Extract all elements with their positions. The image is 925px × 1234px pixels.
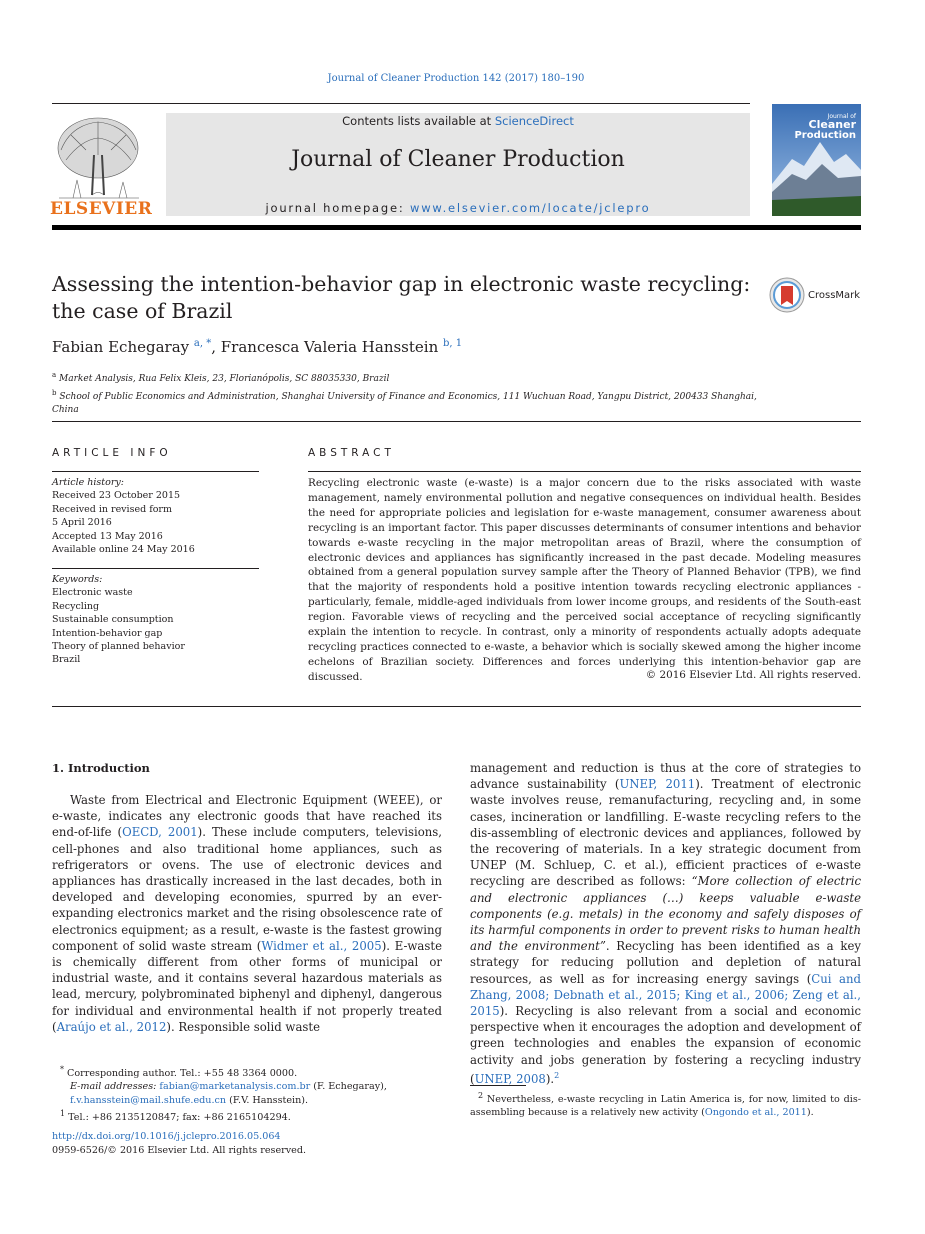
header-thick-rule [52, 225, 861, 230]
author-2: , Francesca Valeria Hansstein [211, 338, 444, 356]
keyword-item: Brazil [52, 654, 81, 666]
citation-link[interactable]: Araújo et al., 2012 [56, 1019, 167, 1034]
abstract-copyright: © 2016 Elsevier Ltd. All rights reserved. [645, 669, 861, 681]
text-run: Waste from Electrical and Electronic Equipment (WEEE), or e-waste, indicates any electronic goods that have reached its end-of-life ( [52, 793, 442, 840]
homepage-prefix: journal homepage: [265, 201, 411, 215]
sciencedirect-link[interactable]: ScienceDirect [494, 114, 574, 128]
text-run: ). Treatment of electronic waste involves reuse, remanufacturing, recycling and, in some cases, incineration or landfilling. E-waste recycling refers to the dis-assembling of electronic devices and appliances, followed by the recovering of materials. In a key strategic document from UNEP (M. Schluep, C. et al.), efficient practices of e-waste recycling are described as follows: [470, 777, 862, 889]
keyword-item: Theory of planned behavior [52, 641, 185, 653]
homepage-line [166, 201, 750, 215]
text-run: ). Recycling is also relevant from a social and economic perspective when it encourages the adoption and development of green technologies and enables the expansion of economic activity and jobs generation by fostering a recycling industry ( [470, 1004, 861, 1086]
email-label: E-mail addresses: [70, 1081, 160, 1093]
citation-link[interactable]: Cui and Zhang, 2008; Debnath et al., 2015; King et al., 2006; Zeng et al., 2015 [470, 971, 861, 1019]
cover-line2: Cleaner [808, 118, 856, 131]
keywords [52, 573, 185, 667]
citation-link[interactable]: UNEP, 2011 [619, 777, 696, 792]
journal-cover-image[interactable] [772, 104, 861, 216]
email-link-2[interactable]: f.v.hansstein@mail.shufe.edu.cn [70, 1094, 227, 1106]
body-column-left [52, 792, 442, 1035]
keywords-label: Keywords: [52, 574, 103, 585]
keyword-item: Recycling [52, 600, 100, 612]
article-info-heading: ARTICLE INFO [52, 447, 172, 459]
abstract-bottom-rule [52, 706, 861, 707]
keywords-rule [52, 568, 259, 569]
citation-link[interactable]: UNEP, 2008 [474, 1071, 546, 1086]
history-item: 5 April 2016 [52, 517, 112, 529]
doi-link[interactable]: http://dx.doi.org/10.1016/j.jclepro.2016.05.064 [52, 1131, 281, 1142]
footnote-text: Corresponding author. Tel.: +55 48 3364 0000. [64, 1068, 298, 1080]
body-column-right [470, 760, 861, 1087]
author-2-marks[interactable]: b, 1 [443, 338, 463, 349]
section-heading-introduction: 1. Introduction [52, 761, 150, 775]
email-owner: (F.V. Hansstein). [226, 1094, 309, 1106]
title-line-1: Assessing the intention-behavior gap in electronic waste recycling: [52, 272, 751, 296]
affiliation-b [52, 387, 772, 418]
affiliation-b-text: School of Public Economics and Administration, Shanghai University of Finance and Economics, 111 Wuchuan Road, Yangpu District, 200433 Shanghai, China [52, 391, 757, 415]
header-rule [52, 103, 750, 104]
contents-prefix: Contents lists available at [342, 114, 495, 128]
history-item: Available online 24 May 2016 [52, 544, 195, 556]
affiliation-rule [52, 421, 861, 422]
affiliation-a-text: Market Analysis, Rua Felix Kleis, 23, Florianópolis, SC 88035330, Brazil [56, 374, 390, 384]
email-link-1[interactable]: fabian@marketanalysis.com.br [159, 1081, 311, 1093]
footnote-mark: 2 [478, 1091, 484, 1100]
crossmark-icon[interactable] [769, 277, 805, 313]
history-item: Received in revised form [52, 503, 172, 515]
text-run: ). E-waste is chemically different from other forms of municipal or industrial waste, and it contains several hazardous materials as lead, mercury, polybrominated biphenyl and diphenyl, dangerous for individual and environmental health if not properly treated ( [52, 938, 442, 1034]
text-run: ). These include computers, televisions, cell-phones and also traditional home appliances, such as refrigerators or ovens. The use of electronic devices and appliances has drastically increased in the last decades, both in developed and developing economies, spurred by an ever-expanding electronics market and the rising obsolescence rate of electronics equipment; as a result, e-waste is the fastest growing component of solid waste stream ( [52, 825, 442, 953]
text-run: . Recycling has been identified as a key strategy for reducing pollution and depletion of natural resources, as well as for increasing energy savings ( [470, 939, 862, 986]
footnote-telephone [52, 1107, 444, 1124]
title-line-2: the case of Brazil [52, 299, 233, 323]
journal-reference[interactable]: Journal of Cleaner Production 142 (2017) 180–190 [327, 73, 585, 84]
citation-link[interactable]: Ongondo et al., 2011 [704, 1107, 807, 1119]
abstract-rule [308, 471, 861, 472]
article-history [52, 476, 195, 556]
footnote-emails [52, 1080, 444, 1107]
abstract-text: Recycling electronic waste (e-waste) is a major concern due to the risks associated with waste management, namely environmental pollution and negative consequences on individual health. Besides the need for appropriate policies and legislation for e-waste management, consumer awareness about recycling is an important factor. This paper discusses determinants of consumer intentions and behavior towards e-waste recycling in the major metropolitan areas of Brazil, where the consumption of electronic devices and appliances has significantly increased in the past decade. Modeling measures obtained from a general population survey sample after the Theory of Planned Behavior (TPB), we find that the majority of respondents hold a positive intention towards recycling electronic appliances - particularly, female, middle-aged individuals from lower income groups, and residents of the South-east region. Favorable views of recycling and the perceived social acceptance of recycling significantly explain the intention to recycle. In contrast, only a minority of respondents actually adopts adequate recycling practices connected to e-waste, a behavior which is socially skewed among the higher income echelons of Brazilian society. Differences and forces underlying this intention-behavior gap are discussed. [308, 477, 861, 683]
footnote-text: ). [806, 1107, 814, 1119]
cover-line1: Journal of [827, 113, 856, 120]
affiliations [52, 369, 772, 418]
article-title [52, 271, 752, 325]
journal-title: Journal of Cleaner Production [291, 147, 625, 172]
affiliation-a [52, 369, 772, 387]
history-label: Article history: [52, 477, 124, 488]
text-run: ). Responsible solid waste [166, 1019, 321, 1034]
cover-line3: Production [794, 130, 856, 141]
footnotes-left [52, 1063, 444, 1125]
citation-link[interactable]: OECD, 2001 [122, 825, 198, 840]
email-owner: (F. Echegaray), [310, 1081, 387, 1093]
text-run: ). [545, 1071, 555, 1086]
keyword-item: Sustainable consumption [52, 614, 174, 626]
footnote-corresponding [52, 1063, 444, 1080]
author-line [52, 338, 462, 356]
article-info-rule [52, 471, 259, 472]
footnote-2-marker[interactable]: 2 [554, 1070, 560, 1080]
footnote-2 [470, 1089, 861, 1120]
affiliation-b-mark: b [52, 388, 57, 397]
footnote-rule [470, 1085, 526, 1086]
abstract-heading: ABSTRACT [308, 447, 395, 459]
footnote-mark: * [60, 1065, 64, 1074]
author-1-marks[interactable]: a, * [193, 338, 212, 349]
history-item: Accepted 13 May 2016 [52, 530, 163, 542]
elsevier-wordmark[interactable]: ELSEVIER [50, 199, 153, 219]
homepage-link[interactable]: www.elsevier.com/locate/jclepro [410, 201, 651, 215]
intro-paragraph [52, 792, 442, 1035]
history-item: Received 23 October 2015 [52, 490, 181, 502]
quote-text: “More collection of electric and electronic appliances (…) keeps valuable e-waste components (e.g. metals) in the economy and safely disposes of its harmful components in order to prevent risks to human health and the environment” [470, 874, 861, 954]
citation-link[interactable]: Widmer et al., 2005 [261, 938, 382, 953]
keyword-item: Electronic waste [52, 587, 133, 599]
issn-line: 0959-6526/© 2016 Elsevier Ltd. All rights reserved. [52, 1145, 307, 1156]
keyword-item: Intention-behavior gap [52, 627, 163, 639]
footnote-mark: 1 [60, 1109, 66, 1119]
footnote-text: Nevertheless, e-waste recycling in Latin America is, for now, limited to dis-assembling because is a relatively new activity ( [470, 1094, 861, 1119]
text-run: management and reduction is thus at the core of strategies to advance sustainability ( [470, 761, 861, 792]
contents-line [166, 114, 750, 128]
affiliation-a-mark: a [52, 371, 57, 379]
footnote-text: Tel.: +86 2135120847; fax: +86 2165104294. [65, 1112, 291, 1124]
author-1: Fabian Echegaray [52, 338, 194, 356]
crossmark-label[interactable]: CrossMark [808, 290, 861, 301]
intro-paragraph-cont [470, 760, 861, 1087]
